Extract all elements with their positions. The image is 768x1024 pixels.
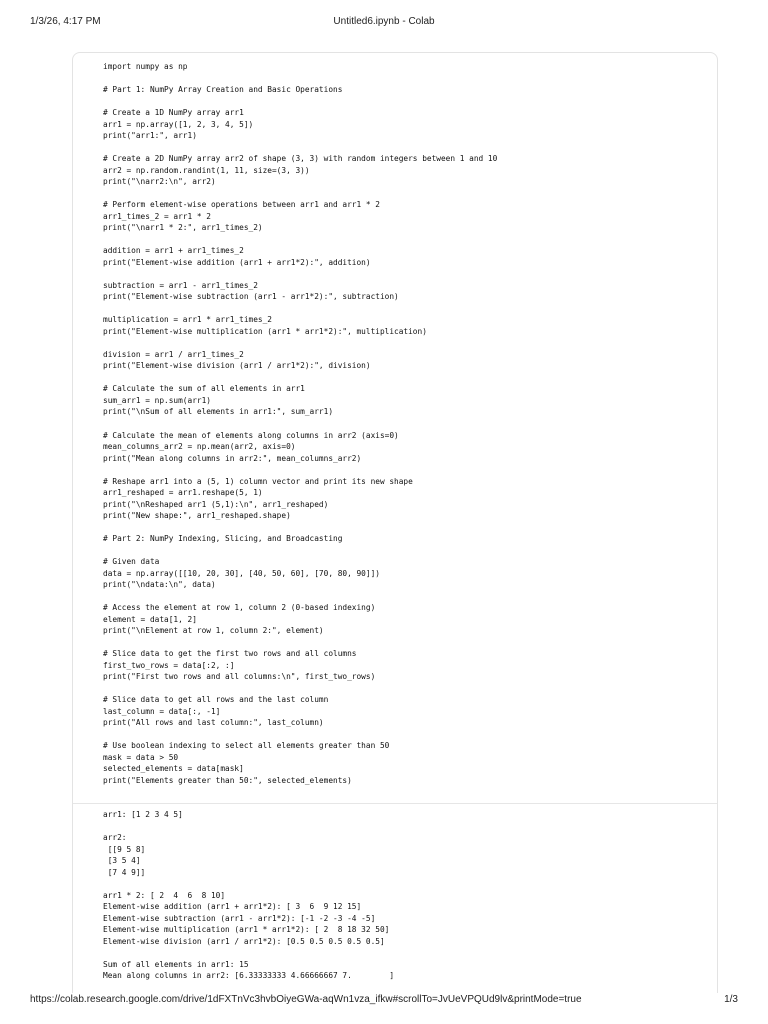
code-cell[interactable]: [72, 52, 718, 993]
cell-output: arr1: [1 2 3 4 5] arr2: [[9 5 8] [3 5 4] [7 4 9]] arr1 * 2: [ 2 4 6 8 10] Element-wise addition (arr1 + arr1*2): [ 3 6 9 12 15] Element-wise subtraction (arr1 - arr1*2): [-1 -2 -3 -4 -5] Element-wise multiplication (arr1 * arr1*2): [ 2 8 18 32 50] Element-wise division (arr1 / arr1*2): [0.5 0.5 0.5 0.5 0.5] Sum of all elements in arr1: 15 Mean along columns in arr2: [6.33333333 4.66666667 7. ]: [103, 810, 395, 981]
cell-output-divider: [73, 803, 717, 804]
print-page-number: 1/3: [724, 994, 738, 1005]
print-header: [30, 16, 738, 32]
print-url: https://colab.research.google.com/drive/1dFXTnVc3hvbOiyeGWa-aqWn1vza_ifkw#scrollTo=JvUeVPQUd9lv&printMode=true: [30, 994, 582, 1005]
code-editor[interactable]: import numpy as np # Part 1: NumPy Array Creation and Basic Operations # Create a 1D NumPy array arr1 arr1 = np.array([1, 2, 3, 4, 5]) print("arr1:", arr1) # Create a 2D NumPy array arr2 of shape (3, 3) with random integers between 1 and 10 arr2 = np.random.randint(1, 11, size=(3, 3)) print("\narr2:\n", arr2) # Perform element-wise operations between arr1 and arr1 * 2 arr1_times_2 = arr1 * 2 print("\narr1 * 2:", arr1_times_2) addition = arr1 + arr1_times_2 print("Element-wise addition (arr1 + arr1*2):", addition) subtraction = arr1 - arr1_times_2 print("Element-wise subtraction (arr1 - arr1*2):", subtraction) multiplication = arr1 * arr1_times_2 print("Element-wise multiplication (arr1 * arr1*2):", multiplication) division = arr1 / arr1_times_2 print("Element-wise division (arr1 / arr1*2):", division) # Calculate the sum of all elements in arr1 sum_arr1 = np.sum(arr1) print("\nSum of all elements in arr1:", sum_arr1) # Calculate the mean of elements along columns in arr2 (axis=0) mean_columns_arr2 = np.mean(arr2, axis=0) print("Mean along columns in arr2:", mean_columns_arr2) # Reshape arr1 into a (5, 1) column vector and print its new shape arr1_reshaped = arr1.reshape(5, 1) print("\nReshaped arr1 (5,1):\n", arr1_reshaped) print("New shape:", arr1_reshaped.shape) # Part 2: NumPy Indexing, Slicing, and Broadcasting # Given data data = np.array([[10, 20, 30], [40, 50, 60], [70, 80, 90]]) print("\ndata:\n", data) # Access the element at row 1, column 2 (0-based indexing) element = data[1, 2] print("\nElement at row 1, column 2:", element) # Slice data to get the first two rows and all columns first_two_rows = data[:2, :] print("First two rows and all columns:\n", first_two_rows) # Slice data to get all rows and the last column last_column = data[:, -1] print("All rows and last column:", last_column) # Use boolean indexing to select all elements greater than 50 mask = data > 50 selected_elements = data[mask] print("Elements greater than 50:", selected_elements): [103, 62, 498, 785]
print-footer: [30, 994, 738, 1010]
print-page-title: Untitled6.ipynb - Colab: [333, 16, 435, 27]
print-datetime: 1/3/26, 4:17 PM: [30, 16, 101, 27]
